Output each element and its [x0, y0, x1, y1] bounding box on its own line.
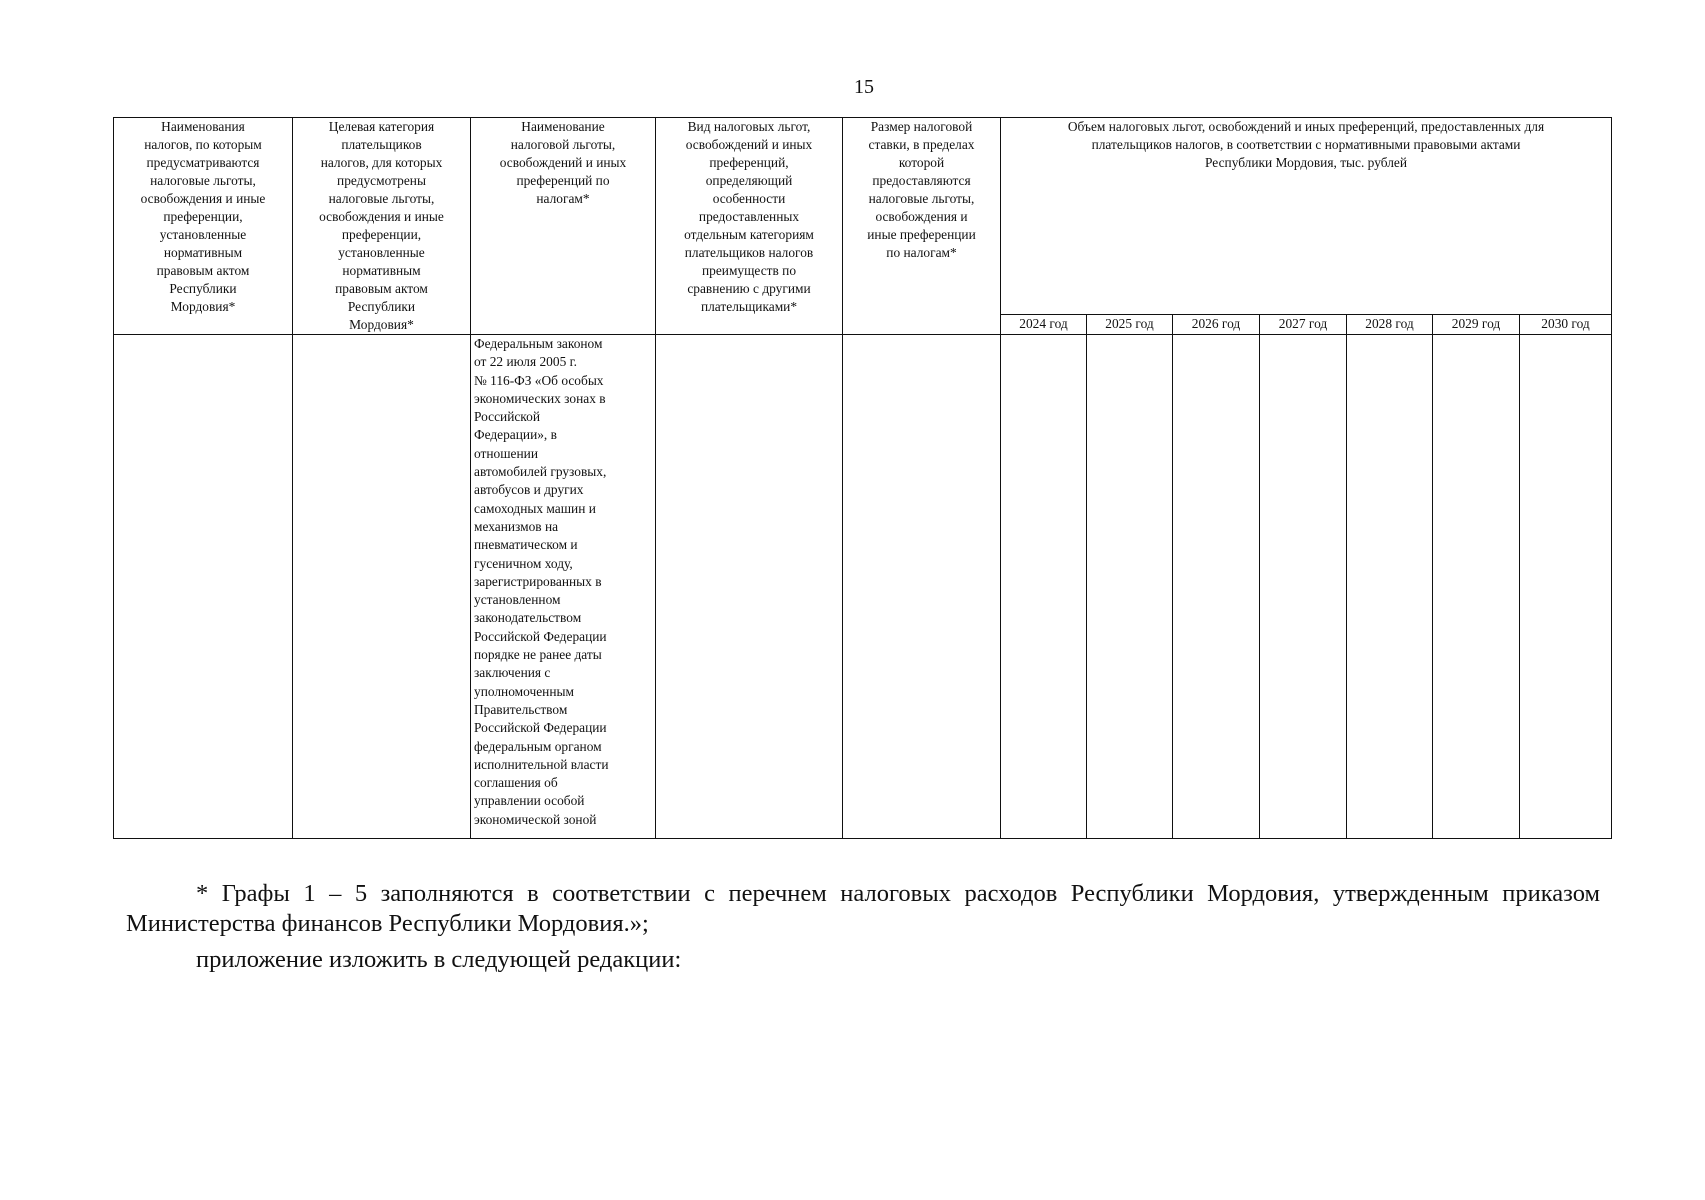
benefit-name-cell: Федеральным законом от 22 июля 2005 г. № 116-ФЗ «Об особых экономических зонах в Российской Федерации», в отношении автомобилей грузовых, автобусов и других самоходных машин и механизмов на пневматическом и гусеничном ходу, зарегистрированных в установленном законодательством Российской Федерации порядке не ранее даты заключения с уполномоченным Правительством Российской Федерации федеральным органом исполнительной власти соглашения об управлении особой экономической зоной [471, 335, 656, 839]
year-header: 2029 год [1433, 315, 1520, 335]
column-header: Размер налоговой ставки, в пределах которой предоставляются налоговые льготы, освобождения и иные преференции по налогам* [843, 118, 1001, 335]
table-cell [843, 335, 1001, 839]
year-header: 2028 год [1347, 315, 1433, 335]
column-header: Целевая категория плательщиков налогов, для которых предусмотрены налоговые льготы, освобождения и иные преференции, установленные нормативным правовым актом Республики Мордовия* [293, 118, 471, 335]
table-cell [293, 335, 471, 839]
year-header: 2026 год [1173, 315, 1260, 335]
table-cell [1433, 335, 1520, 839]
column-header: Наименование налоговой льготы, освобождений и иных преференций по налогам* [471, 118, 656, 335]
table-cell [1347, 335, 1433, 839]
year-header: 2025 год [1087, 315, 1173, 335]
table-cell [1087, 335, 1173, 839]
table-cell [1001, 335, 1087, 839]
year-header: 2027 год [1260, 315, 1347, 335]
column-header: Наименования налогов, по которым предусматриваются налоговые льготы, освобождения и иные преференции, установленные нормативным правовым актом Республики Мордовия* [114, 118, 293, 335]
instruction-text: приложение изложить в следующей редакции: [196, 946, 682, 973]
header-row [114, 118, 1612, 315]
table-cell [1173, 335, 1260, 839]
footnote: * Графы 1 – 5 заполняются в соответствии с перечнем налоговых расходов Республики Мордовия, утвержденным приказом Министерства финансов Республики Мордовия.»; [126, 880, 1600, 937]
table-cell [114, 335, 293, 839]
year-header: 2024 год [1001, 315, 1087, 335]
table-row [114, 335, 1612, 839]
tax-expenditure-table [113, 117, 1612, 839]
table-cell [1520, 335, 1612, 839]
table-cell [656, 335, 843, 839]
year-header: 2030 год [1520, 315, 1612, 335]
column-header: Вид налоговых льгот, освобождений и иных преференций, определяющий особенности предоставленных отдельным категориям плательщиков налогов преимуществ по сравнению с другими плательщиками* [656, 118, 843, 335]
table-cell [1260, 335, 1347, 839]
group-header: Объем налоговых льгот, освобождений и иных преференций, предоставленных для плательщиков налогов, в соответствии с нормативными правовыми актами Республики Мордовия, тыс. рублей [1001, 118, 1612, 315]
page-number: 15 [854, 76, 874, 98]
